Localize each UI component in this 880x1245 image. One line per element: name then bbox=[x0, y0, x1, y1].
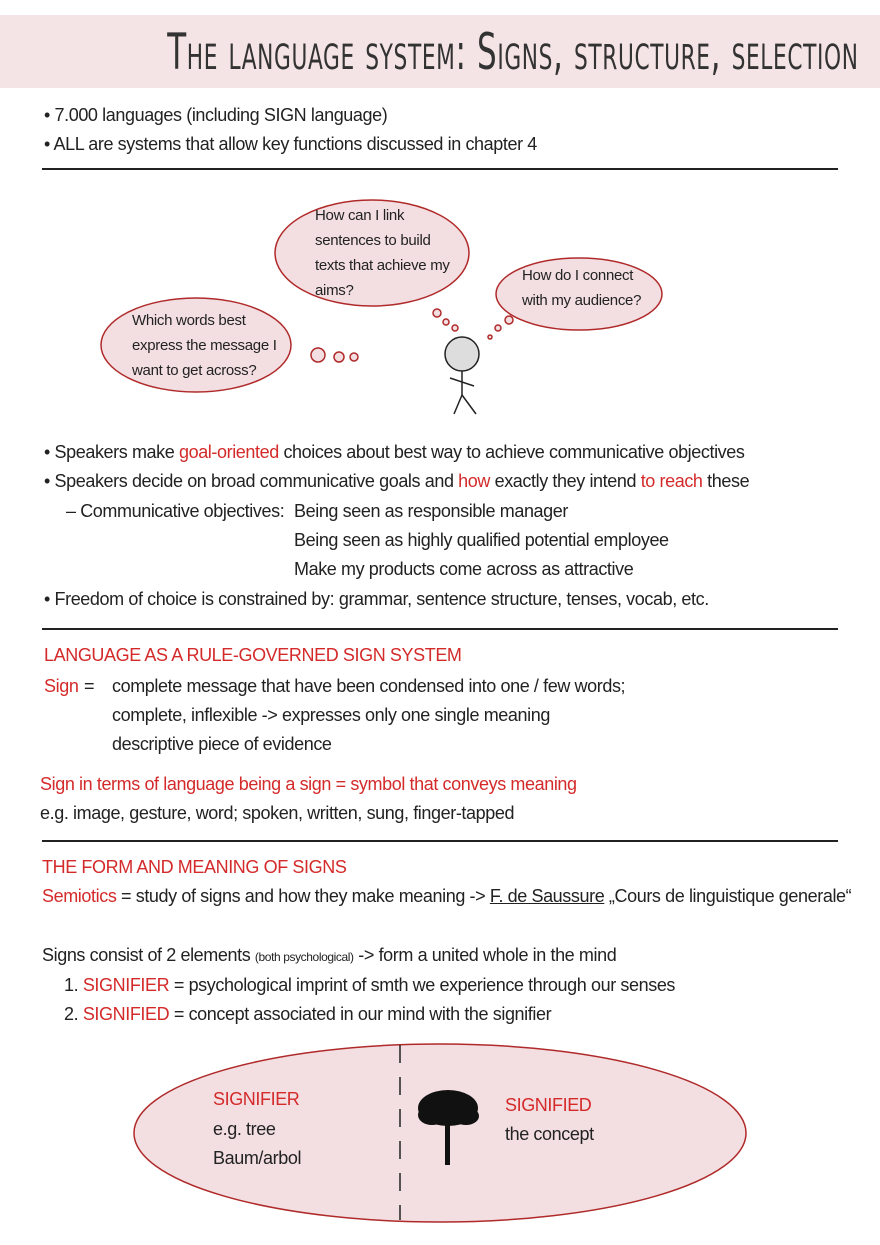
semiotics-line: Semiotics = study of signs and how they make meaning -> F. de Saussure „Cours de linguistique generale“ bbox=[42, 886, 852, 906]
choice-bullet: • Speakers make goal-oriented choices about best way to achieve communicative objectives bbox=[44, 442, 745, 462]
signs-consist: Signs consist of 2 elements (both psychological) -> form a united whole in the mind bbox=[42, 945, 617, 965]
list-item-signifier: 1. SIGNIFIER = psychological imprint of smth we experience through our senses bbox=[64, 975, 676, 995]
bubble-text: express the message I bbox=[132, 337, 277, 354]
divider bbox=[42, 628, 838, 630]
page-title: The language system: Signs, structure, selection bbox=[167, 23, 859, 81]
sign-definition: complete, inflexible -> expresses only one single meaning bbox=[112, 705, 550, 725]
objective: Make my products come across as attractive bbox=[294, 559, 634, 579]
signified-description: the concept bbox=[505, 1124, 594, 1144]
intro-bullet: • 7.000 languages (including SIGN language) bbox=[44, 105, 388, 125]
objective: Being seen as responsible manager bbox=[294, 501, 568, 521]
bubble-text: Which words best bbox=[132, 312, 246, 329]
choice-bullet: • Freedom of choice is constrained by: grammar, sentence structure, tenses, vocab, etc. bbox=[44, 589, 709, 609]
signifier-label: SIGNIFIER bbox=[213, 1089, 300, 1109]
objective: Being seen as highly qualified potential employee bbox=[294, 530, 669, 550]
signified-label: SIGNIFIED bbox=[505, 1095, 592, 1115]
choice-bullet: • Speakers decide on broad communicative goals and how exactly they intend to reach these bbox=[44, 471, 750, 491]
section-heading: LANGUAGE AS A RULE-GOVERNED SIGN SYSTEM bbox=[44, 645, 462, 665]
sign-terms: Sign in terms of language being a sign = symbol that conveys meaning bbox=[40, 774, 577, 794]
sign-label: Sign bbox=[44, 676, 79, 696]
sign-definition: descriptive piece of evidence bbox=[112, 734, 332, 754]
objectives-label: – Communicative objectives: bbox=[66, 501, 285, 521]
bubble-text: sentences to build bbox=[315, 232, 431, 249]
bubble-text: texts that achieve my bbox=[315, 257, 450, 274]
bubble-text: with my audience? bbox=[522, 292, 642, 309]
signifier-example: Baum/arbol bbox=[213, 1148, 302, 1168]
sign-equals: = bbox=[84, 676, 95, 696]
sign-examples: e.g. image, gesture, word; spoken, written, sung, finger-tapped bbox=[40, 803, 515, 823]
bubble-text: How can I link bbox=[315, 207, 405, 224]
stick-figure-icon bbox=[445, 337, 479, 414]
intro-bullet: • ALL are systems that allow key functions discussed in chapter 4 bbox=[44, 134, 537, 154]
list-item-signified: 2. SIGNIFIED = concept associated in our mind with the signifier bbox=[64, 1004, 552, 1024]
divider bbox=[42, 840, 838, 842]
section-heading: THE FORM AND MEANING OF SIGNS bbox=[42, 857, 347, 877]
sign-definition: complete message that have been condensed into one / few words; bbox=[112, 676, 626, 696]
signifier-example: e.g. tree bbox=[213, 1119, 276, 1139]
bubble-text: aims? bbox=[315, 282, 354, 299]
bubble-text: How do I connect bbox=[522, 267, 634, 284]
bubble-text: want to get across? bbox=[132, 362, 257, 379]
